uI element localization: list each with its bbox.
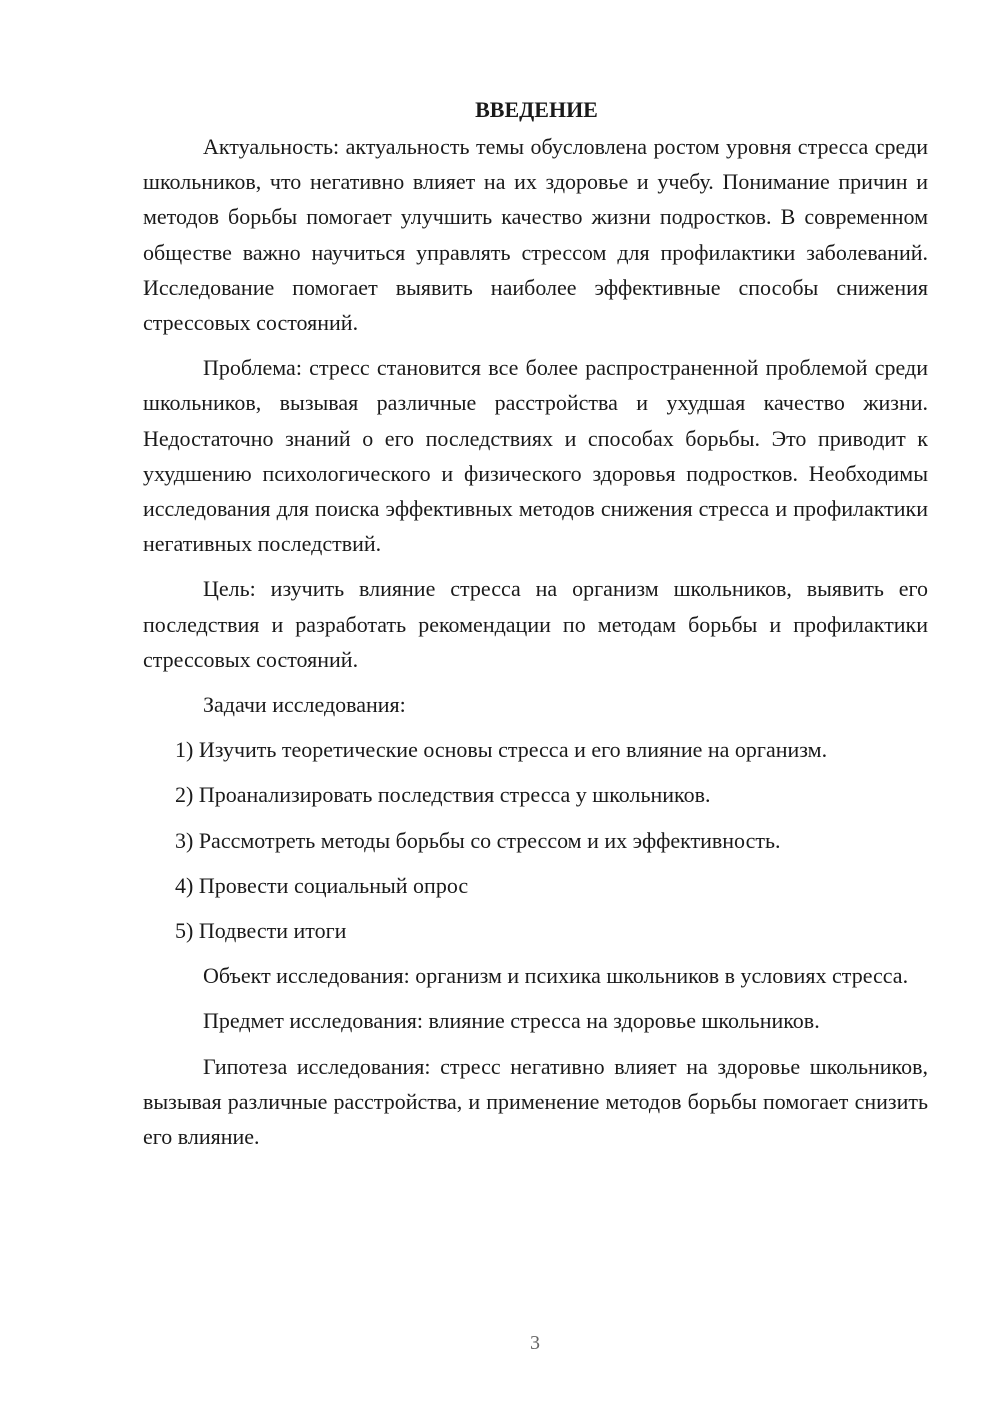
hypothesis-paragraph: Гипотеза исследования: стресс негативно влияет на здоровье школьников, вызывая различные расстройства, и применение методов борьбы помогает снизить его влияние. (143, 1053, 928, 1150)
list-item: 4) Провести социальный опрос (175, 872, 469, 898)
subject-paragraph: Предмет исследования: влияние стресса на здоровье школьников. (203, 1008, 820, 1034)
relevance-paragraph: Актуальность: актуальность темы обусловлена ростом уровня стресса среди школьников, что негативно влияет на их здоровье и учебу. Понимание причин и методов борьбы помогает улучшить качество жизни подростков. В современном обществе важно научиться управлять стрессом для профилактики заболеваний. Исследование помогает выявить наиболее эффективные способы снижения стрессовых состояний. (143, 134, 928, 336)
tasks-list (143, 732, 928, 948)
tasks-heading: Задачи исследования: (203, 692, 406, 718)
list-item: 2) Проанализировать последствия стресса у школьников. (175, 782, 711, 808)
list-item: 1) Изучить теоретические основы стресса и его влияние на организм. (175, 737, 828, 763)
page-number: 3 (530, 1332, 540, 1354)
page-title: ВВЕДЕНИЕ (475, 97, 598, 122)
document-page (143, 92, 928, 1164)
list-item: 5) Подвести итоги (175, 918, 347, 944)
object-paragraph: Объект исследования: организм и психика школьников в условиях стресса. (203, 963, 909, 989)
goal-paragraph: Цель: изучить влияние стресса на организм школьников, выявить его последствия и разработать рекомендации по методам борьбы и профилактики стрессовых состояний. (143, 576, 928, 672)
list-item: 3) Рассмотреть методы борьбы со стрессом и их эффективность. (175, 827, 781, 853)
problem-paragraph: Проблема: стресс становится все более распространенной проблемой среди школьников, вызывая различные расстройства и ухудшая качество жизни. Недостаточно знаний о его последствиях и способах борьбы. Это приводит к ухудшению психологического и физического здоровья подростков. Необходимы исследования для поиска эффективных методов снижения стресса и профилактики негативных последствий. (143, 355, 928, 557)
